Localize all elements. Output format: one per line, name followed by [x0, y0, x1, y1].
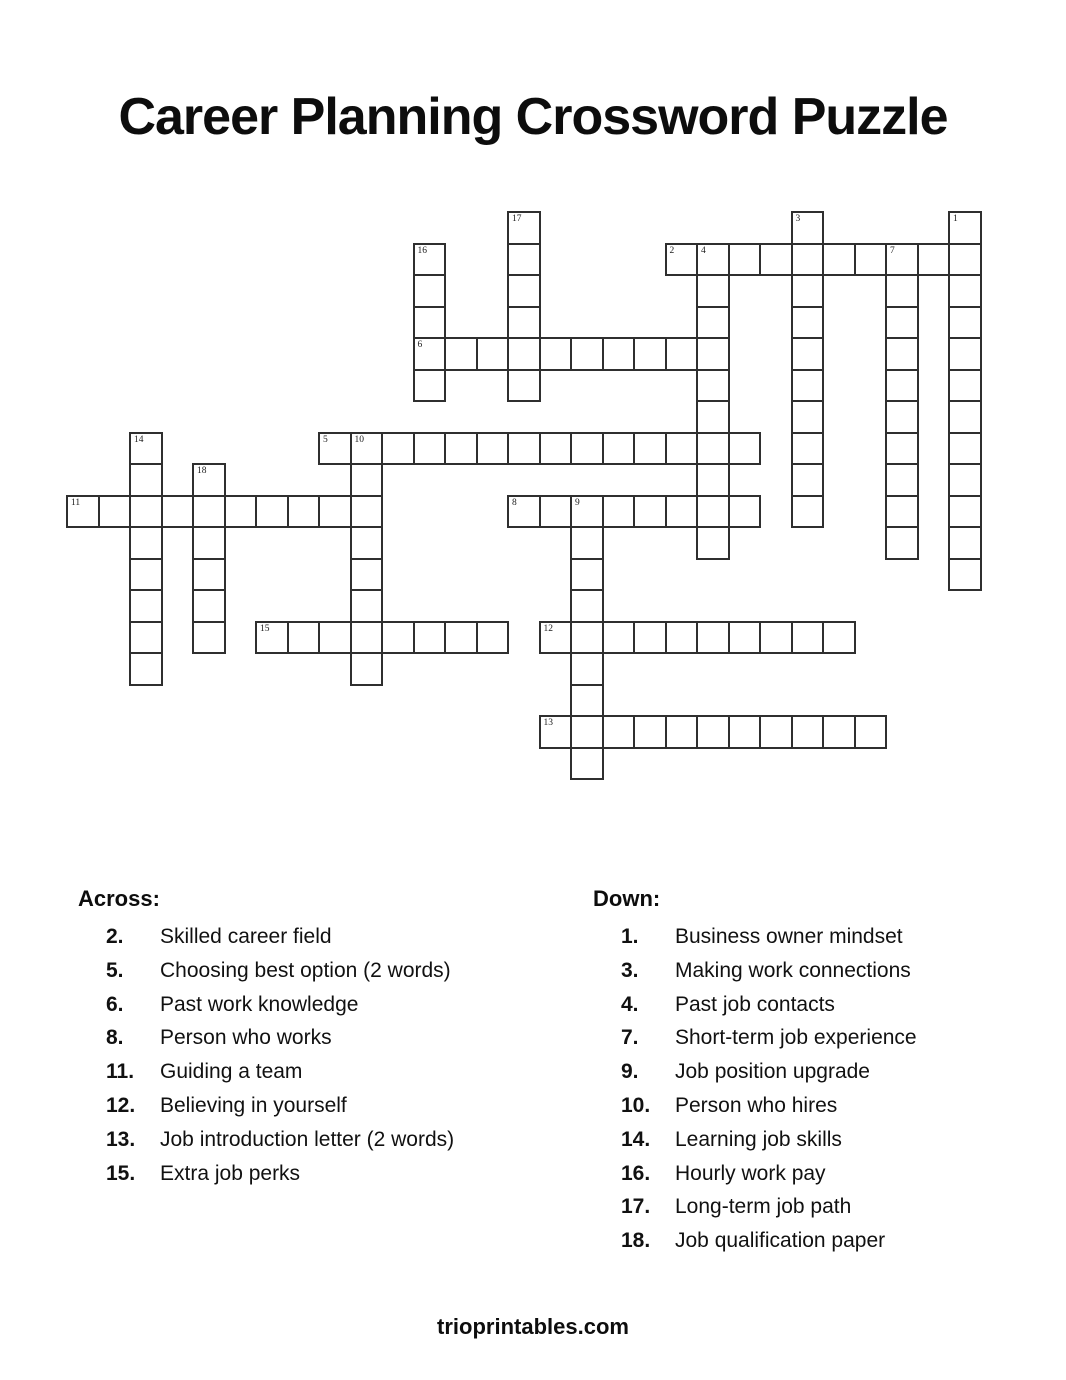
- grid-cell: [759, 243, 793, 277]
- clue-list-down: [593, 920, 1033, 1258]
- grid-cell: [885, 337, 919, 371]
- clue-number: 6.: [106, 992, 124, 1016]
- grid-cell: [350, 463, 384, 497]
- cell-number: 14: [134, 434, 144, 445]
- clue-number: 11.: [106, 1060, 135, 1084]
- across-heading: Across:: [78, 886, 160, 911]
- grid-cell: [570, 558, 604, 592]
- cell-number: 7: [890, 245, 895, 256]
- grid-cell: [507, 274, 541, 308]
- grid-cell: [507, 337, 541, 371]
- clue-text: Skilled career field: [160, 925, 332, 948]
- clue-item: [593, 920, 1033, 954]
- grid-cell: [350, 652, 384, 686]
- clue-item: [593, 1021, 1033, 1055]
- grid-cell: [381, 621, 415, 655]
- grid-cell: [791, 495, 825, 529]
- grid-cell: [696, 495, 730, 529]
- grid-cell: [444, 621, 478, 655]
- grid-cell: [507, 306, 541, 340]
- grid-cell: [728, 495, 762, 529]
- grid-cell: [791, 274, 825, 308]
- grid-cell: [570, 526, 604, 560]
- cell-number: 6: [417, 340, 423, 350]
- clue-text: Business owner mindset: [675, 925, 903, 948]
- grid-cell: [696, 306, 730, 340]
- clue-item: [593, 1157, 1033, 1191]
- grid-cell: [696, 621, 730, 655]
- clue-number: 16.: [621, 1161, 651, 1185]
- grid-cell: [476, 337, 510, 371]
- grid-cell: [444, 432, 478, 466]
- cell-number: 1: [953, 214, 958, 224]
- grid-cell: [129, 558, 163, 592]
- grid-cell: [192, 526, 226, 560]
- clue-text: Past work knowledge: [160, 992, 359, 1016]
- grid-cell: [539, 432, 573, 466]
- grid-cell: [885, 400, 919, 434]
- grid-cell: [665, 432, 699, 466]
- grid-cell: [822, 243, 856, 277]
- grid-cell: [696, 432, 730, 466]
- grid-cell: [696, 526, 730, 560]
- grid-cell: [791, 306, 825, 340]
- down-clues: [593, 886, 1033, 1258]
- grid-cell: [539, 715, 573, 749]
- grid-cell: [350, 621, 384, 655]
- grid-cell: [539, 621, 573, 655]
- page-title: Career Planning Crossword Puzzle: [118, 87, 948, 146]
- clue-text: Short-term job experience: [675, 1026, 917, 1050]
- grid-cell: [570, 432, 604, 466]
- grid-cell: [665, 495, 699, 529]
- grid-cell: [633, 337, 667, 371]
- grid-cell: [602, 715, 636, 749]
- cell-number: 10: [354, 434, 364, 445]
- grid-cell: [318, 432, 352, 466]
- clue-number: 14.: [621, 1127, 651, 1151]
- grid-cell: [413, 274, 447, 308]
- grid-cell: [350, 526, 384, 560]
- clue-item: [78, 1157, 558, 1191]
- grid-cell: [129, 589, 163, 623]
- grid-cell: [255, 495, 289, 529]
- grid-cell: [791, 432, 825, 466]
- grid-cell: [192, 463, 226, 497]
- clue-item: [593, 1224, 1033, 1258]
- grid-cell: [444, 337, 478, 371]
- grid-cell: [759, 621, 793, 655]
- clue-text: Person who works: [160, 1026, 332, 1050]
- grid-cell: [948, 274, 982, 308]
- clue-item: [593, 954, 1033, 988]
- grid-cell: [885, 526, 919, 560]
- grid-cell: [507, 243, 541, 277]
- grid-cell: [633, 621, 667, 655]
- clue-item: [593, 1055, 1033, 1089]
- grid-cell: [948, 243, 982, 277]
- clue-number: 7.: [621, 1026, 639, 1050]
- clue-text: Long-term job path: [675, 1195, 852, 1219]
- grid-cell: [413, 337, 447, 371]
- cell-number: 15: [260, 623, 270, 634]
- grid-cell: [728, 243, 762, 277]
- grid-cell: [570, 589, 604, 623]
- grid-cell: [381, 432, 415, 466]
- clue-text: Extra job perks: [160, 1161, 301, 1185]
- grid-cell: [696, 243, 730, 277]
- clue-text: Believing in yourself: [160, 1093, 347, 1117]
- grid-cell: [413, 243, 447, 277]
- clue-text: Choosing best option (2 words): [160, 958, 451, 982]
- grid-cell: [318, 495, 352, 529]
- grid-cell: [696, 400, 730, 434]
- grid-cell: [791, 463, 825, 497]
- cell-number: 18: [197, 466, 207, 476]
- clue-number: 9.: [621, 1060, 639, 1084]
- grid-cell: [413, 369, 447, 403]
- clue-number: 3.: [621, 958, 639, 982]
- grid-cell: [791, 715, 825, 749]
- cell-number: 8: [512, 497, 517, 508]
- grid-cell: [602, 337, 636, 371]
- grid-cell: [885, 274, 919, 308]
- grid-cell: [696, 274, 730, 308]
- grid-cell: [350, 558, 384, 592]
- grid-cell: [129, 432, 163, 466]
- clue-text: Job position upgrade: [675, 1060, 870, 1084]
- grid-cell: [570, 621, 604, 655]
- grid-cell: [728, 715, 762, 749]
- grid-cell: [948, 558, 982, 592]
- grid-cell: [791, 400, 825, 434]
- cell-number: 13: [543, 718, 553, 728]
- clue-item: [78, 988, 558, 1022]
- grid-cell: [822, 621, 856, 655]
- clue-text: Guiding a team: [160, 1060, 303, 1084]
- grid-cell: [948, 526, 982, 560]
- grid-cell: [885, 495, 919, 529]
- grid-cell: [129, 621, 163, 655]
- clue-item: [78, 1021, 558, 1055]
- grid-cell: [476, 621, 510, 655]
- grid-cell: [822, 715, 856, 749]
- clue-number: 15.: [106, 1161, 136, 1185]
- grid-cell: [791, 243, 825, 277]
- grid-cell: [507, 495, 541, 529]
- grid-cell: [129, 463, 163, 497]
- clue-number: 4.: [621, 992, 639, 1016]
- clue-text: Job introduction letter (2 words): [160, 1127, 455, 1151]
- grid-cell: [665, 715, 699, 749]
- grid-cell: [633, 495, 667, 529]
- clue-item: [78, 1055, 558, 1089]
- grid-cell: [413, 621, 447, 655]
- grid-cell: [948, 432, 982, 466]
- cell-number: 11: [71, 497, 81, 508]
- clue-item: [593, 1123, 1033, 1157]
- clue-text: Hourly work pay: [675, 1161, 826, 1185]
- grid-cell: [570, 652, 604, 686]
- grid-cell: [224, 495, 258, 529]
- grid-cell: [350, 589, 384, 623]
- grid-cell: [885, 369, 919, 403]
- cell-number: 3: [795, 214, 801, 224]
- grid-cell: [350, 432, 384, 466]
- grid-cell: [885, 463, 919, 497]
- clue-text: Past job contacts: [675, 992, 835, 1016]
- clue-number: 18.: [621, 1229, 651, 1253]
- cell-number: 5: [323, 434, 328, 445]
- clue-item: [78, 1089, 558, 1123]
- grid-cell: [696, 337, 730, 371]
- clue-item: [593, 1190, 1033, 1224]
- grid-cell: [66, 495, 100, 529]
- clue-number: 2.: [106, 925, 124, 948]
- cell-number: 9: [575, 497, 580, 508]
- grid-cell: [161, 495, 195, 529]
- grid-cell: [665, 243, 699, 277]
- clue-number: 13.: [106, 1127, 136, 1151]
- cell-number: 16: [417, 245, 427, 256]
- grid-cell: [759, 715, 793, 749]
- grid-cell: [948, 400, 982, 434]
- crossword-grid: [66, 211, 982, 780]
- grid-cell: [885, 432, 919, 466]
- grid-cell: [192, 621, 226, 655]
- grid-cell: [728, 432, 762, 466]
- across-clues: [78, 886, 558, 1190]
- clue-item: [78, 920, 558, 954]
- grid-cell: [696, 369, 730, 403]
- clue-text: Person who hires: [675, 1093, 838, 1117]
- grid-cell: [602, 432, 636, 466]
- grid-cell: [192, 495, 226, 529]
- grid-cell: [570, 715, 604, 749]
- grid-cell: [507, 211, 541, 245]
- grid-cell: [192, 558, 226, 592]
- grid-cell: [665, 621, 699, 655]
- grid-cell: [570, 684, 604, 718]
- grid-cell: [885, 243, 919, 277]
- grid-cell: [287, 621, 321, 655]
- grid-cell: [948, 306, 982, 340]
- grid-cell: [633, 715, 667, 749]
- grid-cell: [507, 369, 541, 403]
- grid-cell: [570, 747, 604, 781]
- grid-cell: [633, 432, 667, 466]
- clue-item: [593, 988, 1033, 1022]
- cell-number: 4: [701, 245, 706, 256]
- grid-cell: [917, 243, 951, 277]
- grid-cell: [413, 432, 447, 466]
- grid-cell: [728, 621, 762, 655]
- grid-cell: [948, 211, 982, 245]
- grid-cell: [948, 369, 982, 403]
- grid-cell: [98, 495, 132, 529]
- grid-cell: [948, 337, 982, 371]
- grid-cell: [350, 495, 384, 529]
- cell-number: 17: [512, 214, 522, 224]
- grid-cell: [129, 526, 163, 560]
- grid-cell: [192, 589, 226, 623]
- grid-cell: [318, 621, 352, 655]
- clue-item: [78, 1123, 558, 1157]
- grid-cell: [476, 432, 510, 466]
- cell-number: 2: [669, 245, 675, 256]
- clue-number: 17.: [621, 1195, 651, 1219]
- grid-cell: [791, 369, 825, 403]
- site-footer: trioprintables.com: [437, 1314, 629, 1339]
- grid-cell: [570, 337, 604, 371]
- grid-cell: [129, 495, 163, 529]
- grid-cell: [539, 337, 573, 371]
- grid-cell: [948, 463, 982, 497]
- cell-number: 12: [543, 623, 553, 634]
- clue-item: [593, 1089, 1033, 1123]
- grid-cell: [255, 621, 289, 655]
- grid-cell: [791, 621, 825, 655]
- clue-number: 1.: [621, 925, 639, 948]
- grid-cell: [129, 652, 163, 686]
- grid-cell: [287, 495, 321, 529]
- grid-cell: [791, 211, 825, 245]
- grid-cell: [570, 495, 604, 529]
- grid-cell: [665, 337, 699, 371]
- grid-cell: [854, 715, 888, 749]
- clue-text: Making work connections: [675, 958, 911, 982]
- grid-cell: [602, 495, 636, 529]
- clue-number: 5.: [106, 958, 124, 982]
- grid-cell: [602, 621, 636, 655]
- grid-cell: [696, 463, 730, 497]
- grid-cell: [539, 495, 573, 529]
- grid-cell: [413, 306, 447, 340]
- clue-list-across: [78, 920, 558, 1190]
- clue-text: Learning job skills: [675, 1127, 842, 1151]
- clue-number: 8.: [106, 1026, 124, 1050]
- grid-cell: [885, 306, 919, 340]
- grid-cell: [696, 715, 730, 749]
- grid-cell: [791, 337, 825, 371]
- clue-item: [78, 954, 558, 988]
- grid-cell: [854, 243, 888, 277]
- grid-cell: [507, 432, 541, 466]
- clue-text: Job qualification paper: [675, 1229, 886, 1253]
- down-heading: Down:: [593, 886, 661, 911]
- clue-number: 10.: [621, 1093, 651, 1117]
- grid-cell: [948, 495, 982, 529]
- clue-number: 12.: [106, 1093, 136, 1117]
